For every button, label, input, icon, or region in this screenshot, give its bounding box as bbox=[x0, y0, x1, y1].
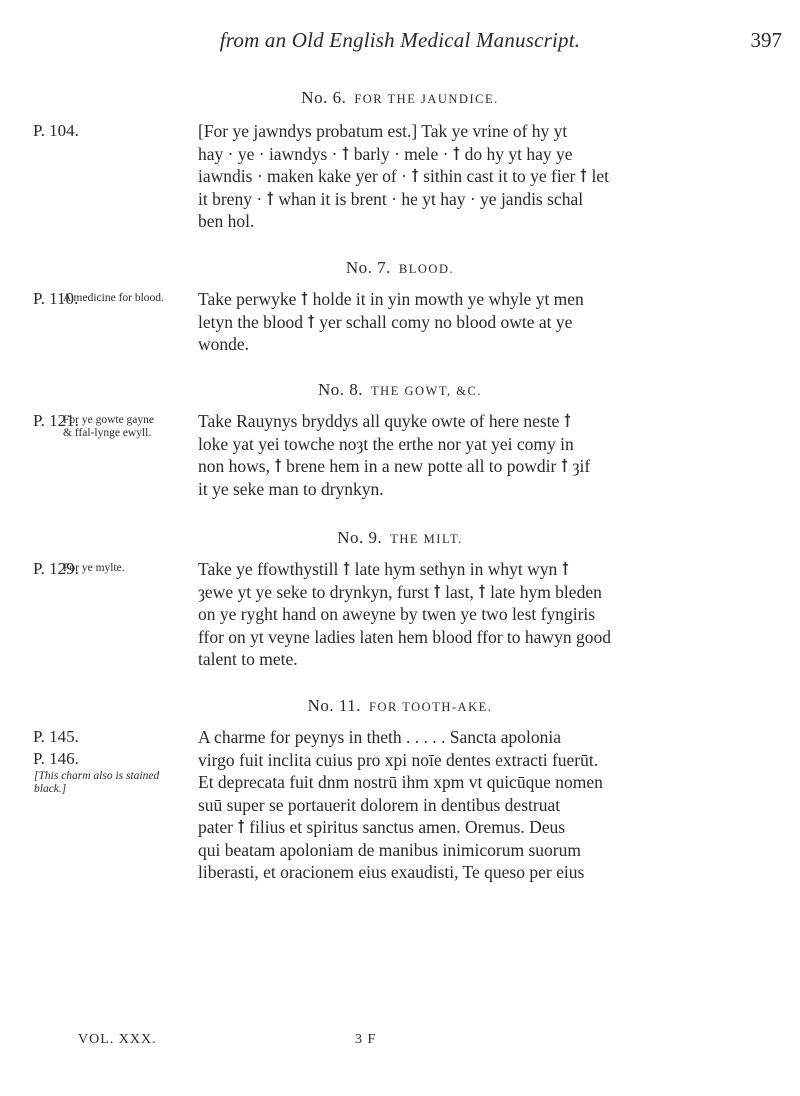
text-line: A charme for peynys in theth . . . . . Sancta apolonia bbox=[198, 727, 562, 747]
heading-title: THE GOWT, &C. bbox=[371, 384, 482, 398]
section-body bbox=[198, 288, 768, 356]
text-line: Et deprecata fuit dnm nostrū ihm xpm vt quicūque nomen bbox=[198, 772, 603, 792]
text-line: [For ye jawndys probatum est.] Tak ye vrine of hy yt bbox=[198, 121, 568, 141]
text-line: ffor on yt veyne ladies laten hem blood ffor to hawyn good bbox=[198, 626, 611, 647]
section-body bbox=[198, 726, 768, 884]
page-ref: P. 121. bbox=[33, 411, 79, 430]
heading-title: BLOOD. bbox=[398, 262, 455, 276]
page-ref: P. 146. bbox=[33, 749, 79, 768]
text-line: on ye ryght hand on aweyne by twen ye two lest fyngiris bbox=[198, 604, 596, 624]
section-body bbox=[198, 558, 768, 671]
page-ref: P. 104. bbox=[33, 121, 79, 140]
page-footer bbox=[0, 1032, 800, 1056]
margin-note: For ye gowte gayne & ffal-lynge ewyll. bbox=[63, 414, 155, 439]
heading-number: No. 7. bbox=[345, 258, 391, 277]
heading-number: No. 8. bbox=[318, 380, 364, 399]
margin-note: For ye mylte. bbox=[63, 562, 125, 574]
margin-note: A medicine for blood. bbox=[63, 292, 164, 304]
text-line: ben hol. bbox=[198, 211, 255, 231]
section-body bbox=[198, 120, 768, 233]
signature-mark: 3 F bbox=[355, 1032, 377, 1047]
margin-note: [This charm also is stained black.] bbox=[34, 770, 160, 795]
page-ref: P. 129. bbox=[33, 559, 79, 578]
running-head bbox=[0, 28, 800, 58]
heading-number: No. 6. bbox=[301, 88, 347, 107]
heading-title: FOR TOOTH-AKE. bbox=[369, 700, 493, 714]
section-heading bbox=[0, 380, 800, 400]
text-line: non hows, ꝉ brene hem in a new potte all to powdir ꝉ ȝif bbox=[198, 456, 591, 476]
section-heading bbox=[0, 528, 800, 548]
volume-label: VOL. XXX. bbox=[78, 1032, 157, 1047]
section-heading bbox=[0, 696, 800, 716]
text-line: Take ye ffowthystill ꝉ late hym sethyn in whyt wyn ꝉ bbox=[198, 559, 570, 579]
heading-number: No. 11. bbox=[307, 696, 362, 715]
page-ref: P. 110. bbox=[33, 289, 79, 308]
text-line: liberasti, et oracionem eius exaudisti, Te queso per eius bbox=[198, 862, 585, 882]
text-line: suū super se portauerit dolorem in dentibus destruat bbox=[198, 794, 561, 815]
text-line: Take perwyke ꝉ holde it in yin mowth ye whyle yt men bbox=[198, 289, 584, 309]
text-line: wonde. bbox=[198, 334, 250, 354]
running-title: from an Old English Medical Manuscript. bbox=[219, 28, 581, 52]
section-body bbox=[198, 410, 768, 500]
text-line: loke yat yei towche noȝt the erthe nor yat yei comy in bbox=[198, 433, 574, 454]
text-line: virgo fuit inclita cuius pro xpi noīe dentes extracti fuerūt. bbox=[198, 749, 599, 770]
text-line: it breny · ꝉ whan it is brent · he yt hay · ye jandis schal bbox=[198, 188, 584, 209]
page-number: 397 bbox=[750, 28, 782, 52]
text-line: letyn the blood ꝉ yer schall comy no blood owte at ye bbox=[198, 311, 573, 332]
text-line: pater ꝉ filius et spiritus sanctus amen. Oremus. Deus bbox=[198, 817, 566, 837]
section-heading bbox=[0, 88, 800, 108]
text-line: talent to mete. bbox=[198, 649, 298, 669]
text-line: qui beatam apoloniam de manibus inimicorum suorum bbox=[198, 839, 581, 860]
text-line: it ye seke man to drynkyn. bbox=[198, 478, 384, 499]
heading-title: FOR THE JAUNDICE. bbox=[354, 92, 499, 106]
heading-title: THE MILT. bbox=[390, 532, 463, 546]
page-ref: P. 145. bbox=[33, 727, 79, 746]
text-line: hay · ye · iawndys · ꝉ barly · mele · ꝉ do hy yt hay ye bbox=[198, 143, 573, 164]
text-line: ȝewe yt ye seke to drynkyn, furst ꝉ last, ꝉ late hym bleden bbox=[198, 581, 602, 602]
text-line: iawndis · maken kake yer of · ꝉ sithin cast it to ye fier ꝉ let bbox=[198, 166, 609, 186]
section-heading bbox=[0, 258, 800, 278]
text-line: Take Rauynys bryddys all quyke owte of here neste ꝉ bbox=[198, 411, 572, 431]
heading-number: No. 9. bbox=[337, 528, 383, 547]
